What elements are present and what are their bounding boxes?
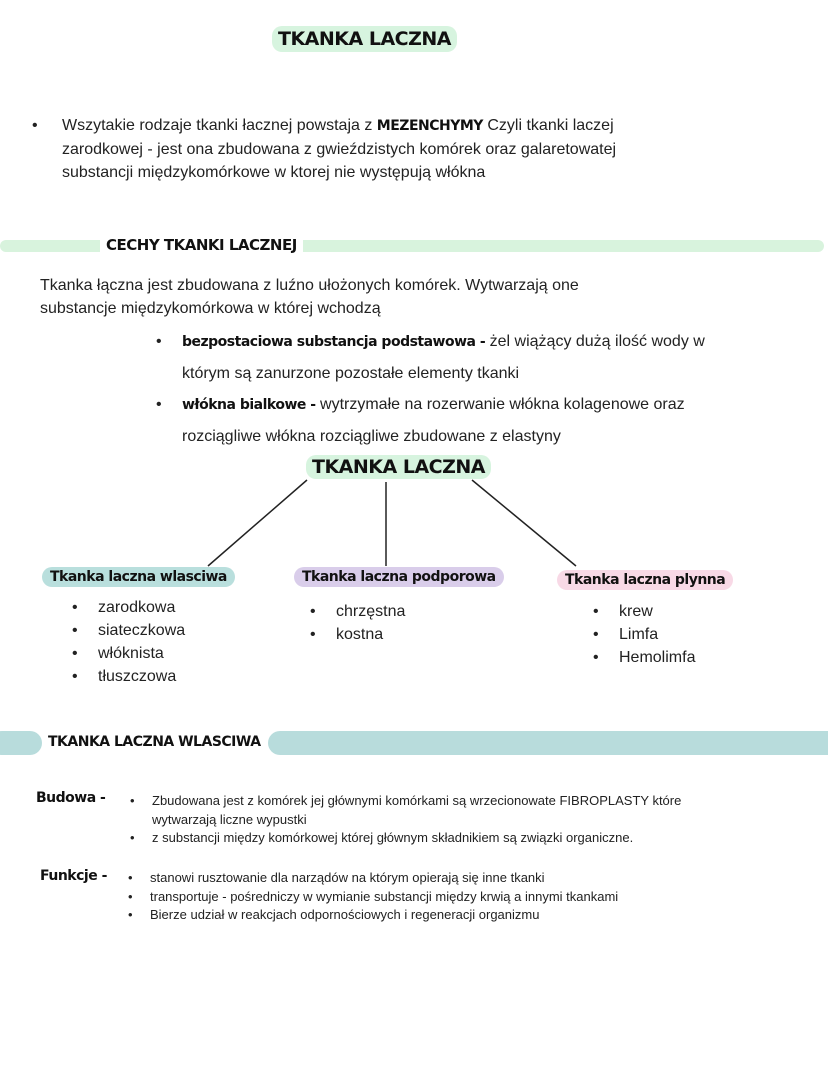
- list-item: • kostna: [308, 623, 405, 646]
- diagram-root: TKANKA LACZNA: [306, 455, 491, 479]
- list-item: • Zbudowana jest z komórek jej głównymi komórkami są wrzecionowate FIBROPLASTY które wytwarzają liczne wypustki: [128, 792, 728, 829]
- bullet: •: [32, 117, 38, 134]
- list-item: • krew: [591, 600, 695, 623]
- connector-line: [472, 480, 576, 566]
- branch-podporowa: Tkanka laczna podporowa: [294, 567, 504, 587]
- funkcje-list: [126, 869, 726, 925]
- branch-list: [308, 600, 405, 646]
- list-item: • Hemolimfa: [591, 646, 695, 669]
- intro-bold: MEZENCHYMY: [376, 118, 483, 134]
- cechy-paragraph: Tkanka łączna jest zbudowana z luźno ułożonych komórek. Wytwarzają one substancje międzykomórkowa w której wchodzą: [40, 277, 579, 317]
- intro-text-after: Czyli tkanki laczej zarodkowej - jest ona zbudowana z gwieździstych komórek oraz galaretowatej substancji międzykomórkowe w ktorej nie występują włókna: [62, 117, 617, 181]
- list-item: • chrzęstna: [308, 600, 405, 623]
- intro-text: Wszytakie rodzaje tkanki łacznej powstaja z: [62, 117, 377, 134]
- list-item: • siateczkowa: [70, 619, 185, 642]
- item-text: wytrzymałe na rozerwanie włókna kolagenowe oraz rozciągliwe włókna rozciągliwe zbudowane z elastyny: [182, 396, 685, 445]
- page-title: TKANKA LACZNA: [272, 26, 457, 52]
- budowa-label: Budowa -: [36, 790, 106, 806]
- branch-list: [591, 600, 695, 669]
- item-bold: bezpostaciowa substancja podstawowa -: [182, 334, 486, 350]
- section-heading-wlasciwa: TKANKA LACZNA WLASCIWA: [48, 734, 261, 750]
- list-item: • z substancji między komórkowej której głównym składnikiem są związki organiczne.: [128, 829, 728, 848]
- branch-plynna: Tkanka laczna plynna: [557, 570, 733, 590]
- item-text: żel wiążący dużą ilość wody w którym są zanurzone pozostałe elementy tkanki: [182, 333, 705, 382]
- item-bold: włókna bialkowe -: [182, 397, 316, 413]
- list-item: • Limfa: [591, 623, 695, 646]
- list-item: • transportuje - pośredniczy w wymianie substancji między krwią a innymi tkankami: [126, 888, 726, 907]
- list-item: • stanowi rusztowanie dla narządów na którym opierają się inne tkanki: [126, 869, 726, 888]
- list-item: • Bierze udział w reakcjach odpornościowych i regeneracji organizmu: [126, 906, 726, 925]
- branch-wlasciwa: Tkanka laczna wlasciwa: [42, 567, 235, 587]
- list-item: • tłuszczowa: [70, 665, 185, 688]
- section-bar-left: [0, 731, 42, 755]
- list-item: • zarodkowa: [70, 596, 185, 619]
- branch-list: [70, 596, 185, 688]
- connector-line: [208, 480, 307, 566]
- section-heading-cechy: CECHY TKANKI LACZNEJ: [100, 236, 303, 254]
- list-item: • włóknista: [70, 642, 185, 665]
- section-bar-right: [268, 731, 828, 755]
- funkcje-label: Funkcje -: [40, 868, 107, 884]
- budowa-list: [128, 792, 728, 848]
